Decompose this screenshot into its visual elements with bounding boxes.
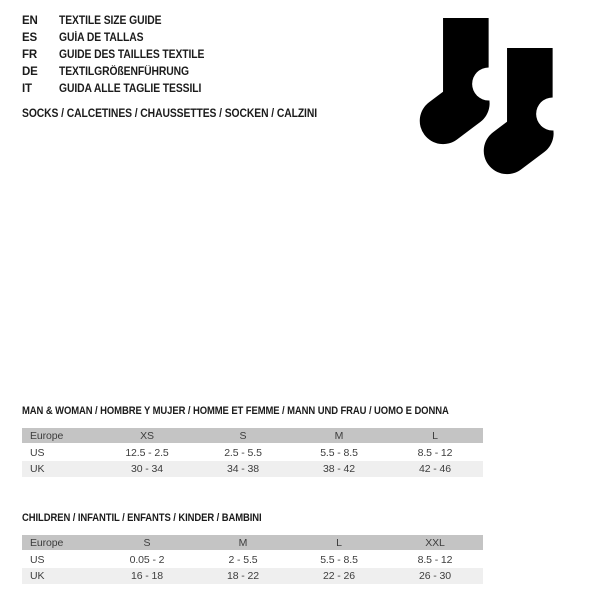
region-cell: UK	[22, 568, 99, 584]
language-list	[22, 12, 221, 97]
region-cell: US	[30, 447, 45, 459]
language-row	[22, 46, 221, 63]
column-header-size: L	[387, 428, 483, 445]
size-cell: 8.5 - 12	[417, 554, 453, 566]
column-header-size: M	[291, 428, 387, 445]
column-header-size: M	[195, 535, 291, 552]
size-cell: 22 - 26	[291, 568, 387, 584]
size-cell: 2 - 5.5	[228, 554, 258, 566]
column-header-size: S	[195, 428, 291, 445]
column-header-size: S	[99, 535, 195, 552]
language-code: DE	[22, 65, 38, 78]
size-table-adults-section	[22, 404, 483, 477]
size-cell: 18 - 22	[195, 568, 291, 584]
column-header-region: Europe	[22, 428, 99, 445]
region-cell: US	[30, 554, 45, 566]
language-row	[22, 29, 221, 46]
size-table-children	[22, 535, 483, 584]
table-title-adults: MAN & WOMAN / HOMBRE Y MUJER / HOMME ET FEMME / MANN UND FRAU / UOMO E DONNA	[22, 405, 449, 417]
size-cell: 26 - 30	[387, 568, 483, 584]
table-title-children: CHILDREN / INFANTIL / ENFANTS / KINDER / BAMBINI	[22, 512, 262, 524]
size-cell: 34 - 38	[195, 461, 291, 477]
category-line: SOCKS / CALCETINES / CHAUSSETTES / SOCKEN / CALZINI	[22, 108, 318, 120]
size-cell: 8.5 - 12	[417, 447, 453, 459]
column-header-size: L	[291, 535, 387, 552]
language-code: EN	[22, 14, 38, 27]
language-label: TEXTILE SIZE GUIDE	[59, 14, 162, 27]
column-header-region: Europe	[22, 535, 99, 552]
size-table-adults	[22, 428, 483, 477]
table-row-us	[22, 552, 483, 568]
header-row	[22, 428, 483, 445]
size-cell: 16 - 18	[99, 568, 195, 584]
language-label: TEXTILGRÖßENFÜHRUNG	[59, 65, 189, 78]
size-cell: 5.5 - 8.5	[320, 447, 358, 459]
language-label: GUIDA ALLE TAGLIE TESSILI	[59, 82, 202, 95]
table-row-uk	[22, 461, 483, 477]
language-code: FR	[22, 48, 37, 61]
table-row-us	[22, 445, 483, 461]
size-cell: 12.5 - 2.5	[125, 447, 169, 459]
language-row	[22, 63, 221, 80]
language-row	[22, 80, 221, 97]
language-code: IT	[22, 82, 32, 95]
size-cell: 38 - 42	[291, 461, 387, 477]
size-cell: 0.05 - 2	[129, 554, 165, 566]
size-table-children-section	[22, 511, 483, 584]
language-code: ES	[22, 31, 37, 44]
language-label: GUÍA DE TALLAS	[59, 31, 144, 44]
column-header-size: XS	[99, 428, 195, 445]
size-cell: 30 - 34	[99, 461, 195, 477]
language-row	[22, 12, 221, 29]
language-label: GUIDE DES TAILLES TEXTILE	[59, 48, 205, 61]
column-header-size: XXL	[387, 535, 483, 552]
size-cell: 5.5 - 8.5	[320, 554, 358, 566]
table-row-uk	[22, 568, 483, 584]
region-cell: UK	[22, 461, 99, 477]
size-cell: 2.5 - 5.5	[224, 447, 262, 459]
size-cell: 42 - 46	[387, 461, 483, 477]
header-row	[22, 535, 483, 552]
socks-icon	[398, 4, 590, 186]
